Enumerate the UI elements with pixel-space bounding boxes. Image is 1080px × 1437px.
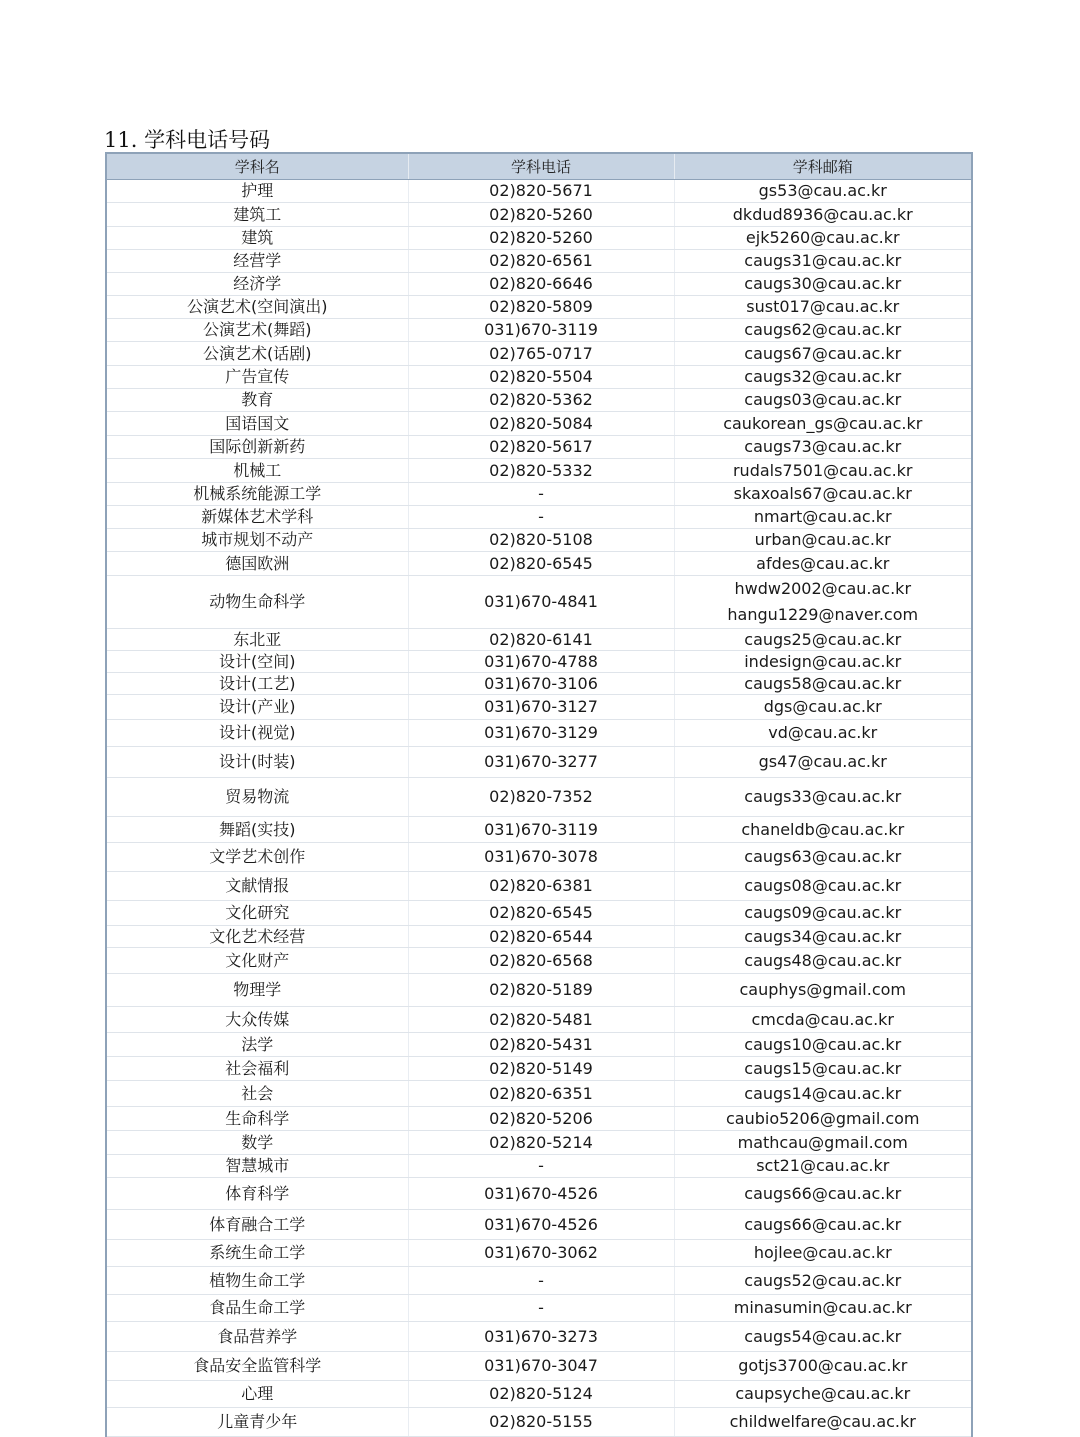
department-name-cell: 文化研究 <box>106 901 408 926</box>
department-phone-cell: 02)820-6568 <box>408 948 674 974</box>
department-email-cell <box>674 1210 972 1240</box>
department-phone-cell: 02)820-5206 <box>408 1107 674 1131</box>
department-name-cell: 经济学 <box>106 273 408 296</box>
department-email-cell <box>674 1381 972 1408</box>
department-name-cell: 舞蹈(实技) <box>106 817 408 843</box>
department-name-cell: 文献情报 <box>106 872 408 901</box>
department-name-cell: 法学 <box>106 1033 408 1057</box>
department-email-cell <box>674 948 972 974</box>
email-address: caugs48@cau.ac.kr <box>744 950 902 970</box>
table-row <box>106 695 972 720</box>
table-row <box>106 974 972 1007</box>
department-phone-cell: 031)670-3129 <box>408 720 674 747</box>
email-address: caugs09@cau.ac.kr <box>744 903 902 922</box>
table-row <box>106 1131 972 1155</box>
email-address: vd@cau.ac.kr <box>768 723 878 742</box>
department-email-cell <box>674 1131 972 1155</box>
department-phone-cell: 02)820-5108 <box>408 529 674 552</box>
email-address: urban@cau.ac.kr <box>754 530 891 549</box>
department-name-cell: 生命科学 <box>106 1107 408 1131</box>
section-title: 11. 学科电话号码 <box>104 128 271 152</box>
table-row <box>106 926 972 948</box>
department-name-cell: 文化财产 <box>106 948 408 974</box>
department-name-cell: 新媒体艺术学科 <box>106 506 408 529</box>
department-email-cell <box>674 1007 972 1033</box>
department-email-cell <box>674 1322 972 1352</box>
department-email-cell <box>674 459 972 483</box>
table-row <box>106 629 972 651</box>
department-email-cell <box>674 180 972 203</box>
table-row <box>106 1240 972 1267</box>
department-email-cell <box>674 296 972 319</box>
department-name-cell: 体育科学 <box>106 1178 408 1210</box>
email-address: mathcau@gmail.com <box>737 1132 908 1152</box>
department-email-cell <box>674 227 972 250</box>
table-row <box>106 227 972 250</box>
email-address: caugs58@cau.ac.kr <box>744 673 902 693</box>
table-row <box>106 747 972 778</box>
email-address: chaneldb@cau.ac.kr <box>741 819 905 839</box>
department-email-cell <box>674 529 972 552</box>
department-name-cell: 德国欧洲 <box>106 552 408 576</box>
department-name-cell: 建筑 <box>106 227 408 250</box>
email-address: caugs10@cau.ac.kr <box>744 1034 902 1054</box>
email-address: hangu1229@naver.com <box>727 605 919 624</box>
department-name-cell: 体育融合工学 <box>106 1210 408 1240</box>
email-address: caugs63@cau.ac.kr <box>744 847 902 866</box>
table-row <box>106 506 972 529</box>
email-address: gotjs3700@cau.ac.kr <box>738 1356 908 1375</box>
email-address: caupsyche@cau.ac.kr <box>735 1384 911 1403</box>
department-name-cell: 设计(视觉) <box>106 720 408 747</box>
table-row <box>106 483 972 506</box>
table-row <box>106 342 972 366</box>
department-phone-cell: - <box>408 483 674 506</box>
email-address: caubio5206@gmail.com <box>725 1108 920 1128</box>
email-address: caugs30@cau.ac.kr <box>744 274 902 293</box>
table-row <box>106 1081 972 1107</box>
department-email-cell <box>674 576 972 629</box>
department-name-cell: 设计(时装) <box>106 747 408 778</box>
column-header-name: 学科名 <box>106 153 408 180</box>
department-name-cell: 数学 <box>106 1131 408 1155</box>
department-phone-cell: 02)820-5149 <box>408 1057 674 1081</box>
department-email-cell <box>674 651 972 673</box>
email-address: sct21@cau.ac.kr <box>756 1156 890 1175</box>
department-phone-cell: 031)670-3047 <box>408 1352 674 1381</box>
table-row <box>106 1295 972 1322</box>
table-row <box>106 1107 972 1131</box>
department-phone-cell: 02)820-6646 <box>408 273 674 296</box>
email-address: ejk5260@cau.ac.kr <box>745 228 900 247</box>
email-address: hwdw2002@cau.ac.kr <box>734 579 912 598</box>
email-address: rudals7501@cau.ac.kr <box>732 460 913 480</box>
department-contact-table <box>105 152 973 1437</box>
department-name-cell: 设计(产业) <box>106 695 408 720</box>
department-name-cell: 大众传媒 <box>106 1007 408 1033</box>
department-name-cell: 社会 <box>106 1081 408 1107</box>
department-email-cell <box>674 926 972 948</box>
department-phone-cell: 02)820-5124 <box>408 1381 674 1408</box>
department-email-cell <box>674 1352 972 1381</box>
table-row <box>106 1155 972 1178</box>
department-email-cell <box>674 1408 972 1437</box>
table-row <box>106 529 972 552</box>
table-row <box>106 319 972 342</box>
table-row <box>106 1408 972 1437</box>
department-email-cell <box>674 778 972 817</box>
email-address: cauphys@gmail.com <box>739 980 907 999</box>
department-phone-cell: 02)820-5431 <box>408 1033 674 1057</box>
department-name-cell: 教育 <box>106 389 408 412</box>
department-email-cell <box>674 1178 972 1210</box>
department-email-cell <box>674 1267 972 1295</box>
table-row <box>106 843 972 872</box>
email-address: caugs33@cau.ac.kr <box>744 787 902 806</box>
department-phone-cell: 02)820-6381 <box>408 872 674 901</box>
department-email-cell <box>674 203 972 227</box>
department-phone-cell: 02)820-6561 <box>408 250 674 273</box>
table-row <box>106 1033 972 1057</box>
department-name-cell: 东北亚 <box>106 629 408 651</box>
department-phone-cell: 02)820-6545 <box>408 552 674 576</box>
department-email-cell <box>674 436 972 459</box>
table-row <box>106 389 972 412</box>
table-row <box>106 778 972 817</box>
department-email-cell <box>674 843 972 872</box>
department-email-cell <box>674 1057 972 1081</box>
department-name-cell: 设计(空间) <box>106 651 408 673</box>
table-row <box>106 948 972 974</box>
department-phone-cell: 02)820-5260 <box>408 227 674 250</box>
table-row <box>106 1381 972 1408</box>
table-row <box>106 1178 972 1210</box>
table-row <box>106 1267 972 1295</box>
table-row <box>106 817 972 843</box>
email-address: gs53@cau.ac.kr <box>758 181 887 200</box>
department-phone-cell: 02)820-7352 <box>408 778 674 817</box>
email-address: caugs67@cau.ac.kr <box>744 343 902 363</box>
department-name-cell: 国际创新新药 <box>106 436 408 459</box>
department-phone-cell: 031)670-4526 <box>408 1210 674 1240</box>
department-name-cell: 公演艺术(舞蹈) <box>106 319 408 342</box>
department-email-cell <box>674 673 972 695</box>
department-email-cell <box>674 747 972 778</box>
table-row <box>106 459 972 483</box>
department-name-cell: 物理学 <box>106 974 408 1007</box>
email-address: hojlee@cau.ac.kr <box>753 1243 892 1262</box>
department-name-cell: 食品生命工学 <box>106 1295 408 1322</box>
table-row <box>106 651 972 673</box>
table-row <box>106 180 972 203</box>
department-name-cell: 公演艺术(话剧) <box>106 342 408 366</box>
department-name-cell: 经营学 <box>106 250 408 273</box>
table-row <box>106 576 972 629</box>
department-phone-cell: 031)670-4841 <box>408 576 674 629</box>
department-email-cell <box>674 720 972 747</box>
column-header-email: 学科邮箱 <box>674 153 972 180</box>
table-row <box>106 673 972 695</box>
email-address: caugs54@cau.ac.kr <box>744 1326 902 1346</box>
email-address: childwelfare@cau.ac.kr <box>729 1412 916 1431</box>
department-email-cell <box>674 506 972 529</box>
department-phone-cell: 031)670-3062 <box>408 1240 674 1267</box>
table-row <box>106 412 972 436</box>
department-email-cell <box>674 629 972 651</box>
table-row <box>106 436 972 459</box>
department-phone-cell: 02)820-5155 <box>408 1408 674 1437</box>
email-address: caugs15@cau.ac.kr <box>744 1058 902 1078</box>
department-phone-cell: 031)670-3119 <box>408 817 674 843</box>
department-phone-cell: 031)670-3119 <box>408 319 674 342</box>
department-email-cell <box>674 1081 972 1107</box>
department-email-cell <box>674 901 972 926</box>
email-address: caugs66@cau.ac.kr <box>744 1183 902 1203</box>
table-row <box>106 296 972 319</box>
department-email-cell <box>674 1033 972 1057</box>
department-name-cell: 系统生命工学 <box>106 1240 408 1267</box>
email-address: dgs@cau.ac.kr <box>763 697 882 716</box>
department-phone-cell: 02)820-5362 <box>408 389 674 412</box>
department-phone-cell: 031)670-4526 <box>408 1178 674 1210</box>
table-row <box>106 1322 972 1352</box>
email-address: caugs08@cau.ac.kr <box>744 876 902 895</box>
department-name-cell: 文化艺术经营 <box>106 926 408 948</box>
email-address: caugs62@cau.ac.kr <box>744 320 902 339</box>
department-email-cell <box>674 319 972 342</box>
department-name-cell: 城市规划不动产 <box>106 529 408 552</box>
department-email-cell <box>674 1107 972 1131</box>
department-name-cell: 社会福利 <box>106 1057 408 1081</box>
table-row <box>106 1352 972 1381</box>
department-phone-cell: 02)820-5189 <box>408 974 674 1007</box>
email-address: caukorean_gs@cau.ac.kr <box>723 413 923 433</box>
table-row <box>106 552 972 576</box>
department-phone-cell: 031)670-3106 <box>408 673 674 695</box>
table-body <box>106 180 972 1437</box>
department-email-cell <box>674 695 972 720</box>
department-phone-cell: 02)820-6544 <box>408 926 674 948</box>
email-address: caugs52@cau.ac.kr <box>744 1270 902 1290</box>
department-email-cell <box>674 1295 972 1322</box>
department-name-cell: 机械工 <box>106 459 408 483</box>
department-email-cell <box>674 250 972 273</box>
department-name-cell: 机械系统能源工学 <box>106 483 408 506</box>
department-phone-cell: 031)670-3127 <box>408 695 674 720</box>
department-phone-cell: 02)820-5260 <box>408 203 674 227</box>
department-phone-cell: 02)820-5617 <box>408 436 674 459</box>
email-address: caugs66@cau.ac.kr <box>744 1214 902 1234</box>
department-phone-cell: 02)765-0717 <box>408 342 674 366</box>
department-name-cell: 食品安全监管科学 <box>106 1352 408 1381</box>
department-email-cell <box>674 342 972 366</box>
email-address: caugs34@cau.ac.kr <box>744 926 902 946</box>
department-phone-cell: 02)820-5809 <box>408 296 674 319</box>
department-phone-cell: 031)670-3277 <box>408 747 674 778</box>
email-address: dkdud8936@cau.ac.kr <box>732 204 913 224</box>
department-phone-cell: 02)820-5671 <box>408 180 674 203</box>
department-name-cell: 心理 <box>106 1381 408 1408</box>
department-email-cell <box>674 872 972 901</box>
email-address: caugs31@cau.ac.kr <box>744 251 902 270</box>
department-name-cell: 植物生命工学 <box>106 1267 408 1295</box>
department-phone-cell: - <box>408 1267 674 1295</box>
email-address: afdes@cau.ac.kr <box>756 553 890 573</box>
email-address: minasumin@cau.ac.kr <box>733 1298 912 1317</box>
department-email-cell <box>674 389 972 412</box>
department-phone-cell: 02)820-5504 <box>408 366 674 389</box>
table-row <box>106 1210 972 1240</box>
department-name-cell: 公演艺术(空间演出) <box>106 296 408 319</box>
department-phone-cell: 031)670-3078 <box>408 843 674 872</box>
department-name-cell: 建筑工 <box>106 203 408 227</box>
department-phone-cell: 031)670-4788 <box>408 651 674 673</box>
department-email-cell <box>674 483 972 506</box>
email-address: caugs14@cau.ac.kr <box>744 1083 902 1103</box>
department-email-cell <box>674 1155 972 1178</box>
department-phone-cell: 02)820-5214 <box>408 1131 674 1155</box>
department-phone-cell: 02)820-5332 <box>408 459 674 483</box>
department-phone-cell: 02)820-5481 <box>408 1007 674 1033</box>
department-phone-cell: 02)820-6141 <box>408 629 674 651</box>
department-phone-cell: 02)820-6545 <box>408 901 674 926</box>
email-address: gs47@cau.ac.kr <box>758 752 887 771</box>
table-row <box>106 720 972 747</box>
department-email-cell <box>674 366 972 389</box>
department-email-cell <box>674 412 972 436</box>
department-phone-cell: 02)820-5084 <box>408 412 674 436</box>
department-email-cell <box>674 1240 972 1267</box>
email-address: skaxoals67@cau.ac.kr <box>733 484 912 503</box>
department-name-cell: 贸易物流 <box>106 778 408 817</box>
department-name-cell: 文学艺术创作 <box>106 843 408 872</box>
table-row <box>106 1057 972 1081</box>
column-header-phone: 学科电话 <box>408 153 674 180</box>
department-phone-cell: - <box>408 1295 674 1322</box>
department-email-cell <box>674 974 972 1007</box>
email-address: caugs32@cau.ac.kr <box>744 367 902 386</box>
email-address: cmcda@cau.ac.kr <box>751 1009 894 1029</box>
department-name-cell: 动物生命科学 <box>106 576 408 629</box>
department-phone-cell: 02)820-6351 <box>408 1081 674 1107</box>
department-name-cell: 儿童青少年 <box>106 1408 408 1437</box>
table-row <box>106 273 972 296</box>
department-email-cell <box>674 273 972 296</box>
department-phone-cell: - <box>408 1155 674 1178</box>
department-email-cell <box>674 552 972 576</box>
table-header-row <box>106 153 972 180</box>
email-address: caugs03@cau.ac.kr <box>744 390 902 409</box>
department-name-cell: 智慧城市 <box>106 1155 408 1178</box>
department-name-cell: 食品营养学 <box>106 1322 408 1352</box>
table-row <box>106 366 972 389</box>
department-email-cell <box>674 817 972 843</box>
department-name-cell: 护理 <box>106 180 408 203</box>
table-row <box>106 901 972 926</box>
email-address: caugs73@cau.ac.kr <box>744 437 902 456</box>
email-address: indesign@cau.ac.kr <box>744 651 902 671</box>
email-address: sust017@cau.ac.kr <box>746 297 900 316</box>
table-row <box>106 203 972 227</box>
department-name-cell: 设计(工艺) <box>106 673 408 695</box>
table-row <box>106 250 972 273</box>
email-address: caugs25@cau.ac.kr <box>744 629 902 649</box>
department-name-cell: 广告宣传 <box>106 366 408 389</box>
table-row <box>106 872 972 901</box>
department-phone-cell: - <box>408 506 674 529</box>
department-phone-cell: 031)670-3273 <box>408 1322 674 1352</box>
email-address: nmart@cau.ac.kr <box>753 507 892 526</box>
table-row <box>106 1007 972 1033</box>
department-name-cell: 国语国文 <box>106 412 408 436</box>
